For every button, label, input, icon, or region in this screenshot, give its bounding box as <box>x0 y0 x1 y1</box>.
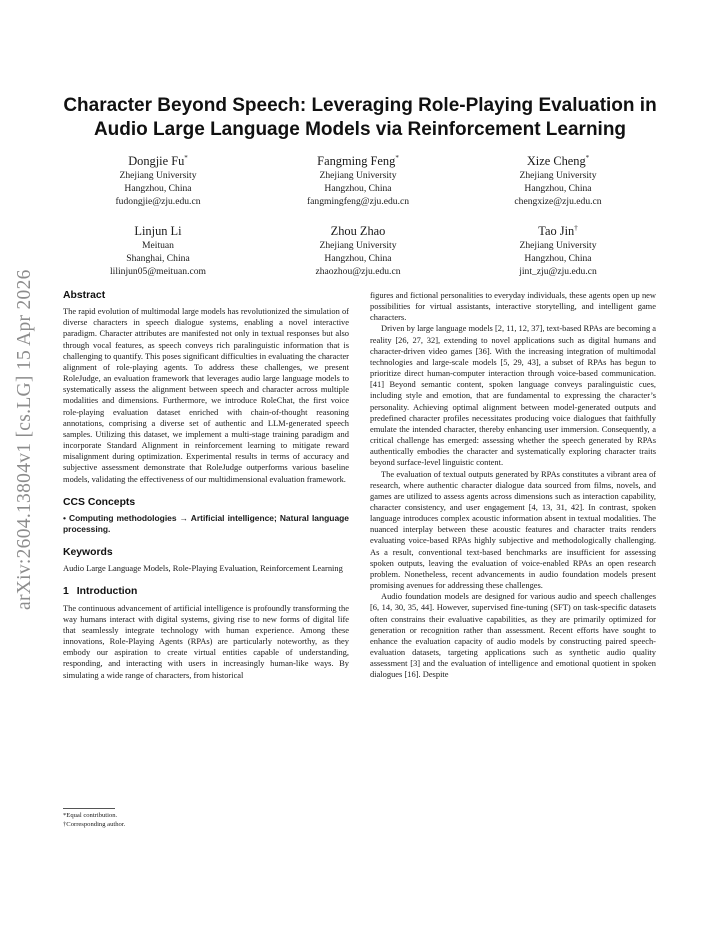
author-location: Hangzhou, China <box>324 252 392 264</box>
intro-heading <box>63 586 349 597</box>
author-name: Zhou Zhao <box>330 224 386 239</box>
author-mark: * <box>395 154 399 162</box>
intro-paragraph-continued: figures and fictional personalities to everyday individuals, these agents open up new possibilities for virtual assistants, interactive storytelling, and intelligent game characters. <box>370 290 656 323</box>
author-block <box>458 150 658 209</box>
section-number: 1 <box>63 586 69 598</box>
author-email[interactable]: chengxize@zju.edu.cn <box>514 195 602 207</box>
author-email[interactable]: lilinjun05@meituan.com <box>110 265 206 277</box>
ccs-heading: CCS Concepts <box>63 496 136 508</box>
author-row-1 <box>58 150 658 209</box>
footnote-corresponding-author: †Corresponding author. <box>63 820 126 828</box>
abstract-heading: Abstract <box>63 290 106 301</box>
author-mark: † <box>574 224 578 232</box>
author-name: Tao Jin <box>538 224 575 239</box>
author-name: Linjun Li <box>134 224 182 239</box>
author-location: Hangzhou, China <box>324 182 392 194</box>
author-location: Shanghai, China <box>126 252 190 264</box>
author-affiliation: Zhejiang University <box>519 240 597 252</box>
author-affiliation: Meituan <box>142 240 174 252</box>
keywords-text: Audio Large Language Models, Role-Playing Evaluation, Reinforcement Learning <box>63 563 343 574</box>
author-affiliation: Zhejiang University <box>319 240 397 252</box>
author-affiliation: Zhejiang University <box>319 170 397 182</box>
author-location: Hangzhou, China <box>124 182 192 194</box>
author-affiliation: Zhejiang University <box>519 170 597 182</box>
footnotes <box>63 812 349 829</box>
author-affiliation: Zhejiang University <box>119 170 197 182</box>
author-location: Hangzhou, China <box>524 252 592 264</box>
author-email[interactable]: zhaozhou@zju.edu.cn <box>315 265 401 277</box>
author-mark: * <box>585 154 590 162</box>
footnote-rule <box>63 808 115 809</box>
author-row-2 <box>58 220 658 279</box>
keywords-heading: Keywords <box>63 547 113 559</box>
intro-paragraph-3: The evaluation of textual outputs generated by RPAs constitutes a vibrant area of research, where authentic character dialogue data sourced from films, novels, and games are utilized to assess agents across dimensions such as interaction capability, character consistency, and user engagement [4, 13, 31, 42]. In contrast, spoken language introduces complex acoustic information absent in textual modalities. The nuanced interplay between these acoustic features and character traits renders evaluating voice-based RPAs highly subjective and methodologically challenging. As a result, conventional text-based benchmarks are insufficient for assessing spoken outputs, leaving the evaluation of voice-enabled RPAs an open research problem. Nonetheless, recent advancements in audio foundation models present promising avenues for addressing these challenges. <box>370 468 656 591</box>
title-line-2: Audio Large Language Models via Reinforcement Learning <box>93 119 627 140</box>
author-block <box>58 150 258 209</box>
arxiv-identifier[interactable]: arXiv:2604.13804v1 [cs.LG] 15 Apr 2026 <box>14 269 35 610</box>
author-block <box>258 150 458 209</box>
section-title: Introduction <box>76 586 138 598</box>
paper-title <box>50 94 670 142</box>
left-column <box>63 290 349 681</box>
author-name: Fangming Feng <box>317 154 396 169</box>
intro-paragraph-4: Audio foundation models are designed for various audio and speech challenges [6, 14, 30, 35, 44]. However, supervised fine-tuning (SFT) on task-specific datasets often constrains their evaluative capabilities, as they are primarily optimized for generation or recognition rather than assessment. Recent efforts have sought to enhance the evaluation capacity of audio models by constructing paired speech-evaluation datasets, targeting applications such as synthetic audio quality assessment [3] and the evaluation of intelligence and emotional quotient in spoken dialogues [16]. Despite <box>370 591 656 680</box>
footnote-equal-contribution: *Equal contribution. <box>63 812 118 819</box>
author-block <box>258 220 458 279</box>
abstract-text: The rapid evolution of multimodal large models has revolutionized the simulation of diverse characters in speech dialogue systems, enabling a novel interactive paradigm. Character attributes are manifested not only in textual responses but also through vocal features, as speech conveys rich paralinguistic information that is challenging to quantify. This poses significant difficulties in evaluating the character alignment of role-playing agents. To address these challenges, we present RoleJudge, an evaluation framework that leverages audio large language models to systematically assess the alignment between speech and character across multiple modalities and dimensions. Furthermore, we introduce RoleChat, the first voice role-playing evaluation dataset enriched with chain-of-thought reasoning annotations, comprising a diverse set of authentic and LLM-generated speech samples. Utilizing this dataset, we implement a multi-stage training paradigm and incorporate Standard Alignment in reinforcement learning to mitigate reward misalignment during optimization. Experimental results in terms of accuracy and subjective assessment demonstrate that RoleJudge outperforms various baseline models, validating the effectiveness of our multidimensional evaluation framework. <box>63 306 349 484</box>
author-block <box>58 220 258 279</box>
title-line-1: Character Beyond Speech: Leveraging Role-Playing Evaluation in <box>63 95 657 116</box>
right-column <box>370 290 656 680</box>
author-block <box>458 220 658 279</box>
intro-paragraph-1: The continuous advancement of artificial intelligence is profoundly transforming the way humans interact with digital systems, giving rise to new forms of digital life that seamlessly integrate technology with human experience. Among these innovations, Role-Playing Agents (RPAs) are particularly noteworthy, as they embody our aspiration to create virtual entities capable of understanding, responding, and interacting with users in increasingly human-like ways. By simulating a wide range of characters, from historical <box>63 602 349 680</box>
author-name: Dongjie Fu <box>128 154 185 169</box>
ccs-concepts-text: • Computing methodologies → Artificial intelligence; Natural language processing. <box>63 512 349 534</box>
intro-paragraph-2: Driven by large language models [2, 11, 12, 37], text-based RPAs are becoming a reality [26, 27, 32], extending to novel applications such as digital humans and character-driven video games [36]. With the increasing integration of multimodal technologies and large-scale models [5, 29, 43], a subset of RPAs has begun to prioritize direct human-computer interaction through voice-based communication. [41] Beyond semantic content, spoken language conveys paralinguistic cues, including style and emotion, that are fundamental to expressing the character’s personality. Achieving optimal alignment between model-generated outputs and predefined character profiles necessitates producing voice dialogues that faithfully emulate the intended character, thereby enhancing user immersion. Consequently, a critical challenge has emerged: assessing whether the speech generated by RPAs authentically embodies the character and systematically exploring character traits beyond surface-level linguistic content. <box>370 323 657 468</box>
author-email[interactable]: jint_zju@zju.edu.cn <box>519 265 597 277</box>
author-location: Hangzhou, China <box>524 182 592 194</box>
author-email[interactable]: fangmingfeng@zju.edu.cn <box>306 195 410 207</box>
author-mark: * <box>184 154 188 162</box>
author-name: Xize Cheng <box>526 154 586 169</box>
author-email[interactable]: fudongjie@zju.edu.cn <box>115 195 201 207</box>
